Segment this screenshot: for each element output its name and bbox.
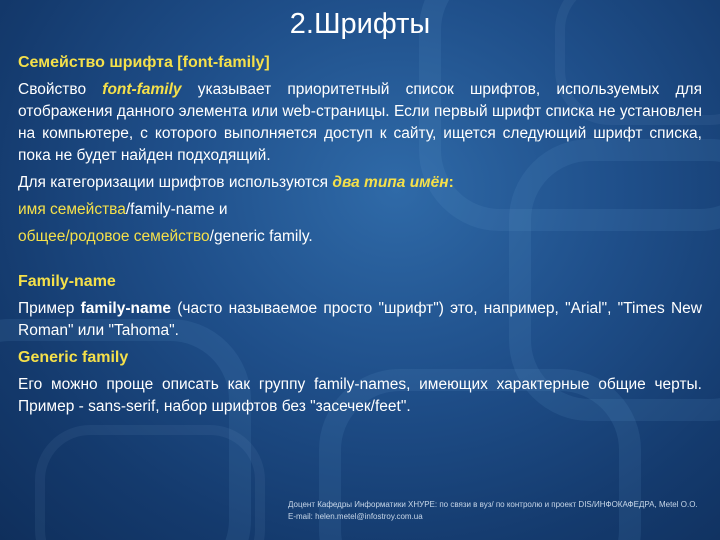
slide-footer [288, 499, 708, 523]
paragraph-generic-family-description: Его можно проще описать как группу family-names, имеющих характерные общие черты. Пример - sans-serif, набор шрифтов без "засечек/feet". [18, 376, 702, 415]
section-heading-family-name: Family-name [18, 273, 116, 290]
spacer [18, 253, 702, 271]
footer-author-line: Доцент Кафедры Информатики ХНУРЕ: по связи в вуз/ по контролю и проект DIS/ИНФОКАФЕДРА, Metel O.O. [288, 500, 698, 509]
name-type-family-name: имя семейства/family-name и [18, 201, 228, 218]
section-heading-font-family: Семейство шрифта [font-family] [18, 54, 270, 71]
keyword-font-family: font-family [102, 81, 182, 98]
highlight-two-types: два типа имён [332, 174, 449, 191]
section-heading-generic-family: Generic family [18, 349, 129, 366]
name-type-generic-family: общее/родовое семейство/generic family. [18, 228, 313, 245]
footer-email-line: E-mail: helen.metel@infostroy.com.ua [288, 512, 423, 521]
paragraph-family-name-example: Пример family-name (часто называемое просто "шрифт") это, например, "Arial", "Times New Roman" или "Tahoma". [18, 300, 703, 339]
paragraph-name-types: Для категоризации шрифтов используются два типа имён: [18, 174, 454, 191]
slide-title: 2.Шрифты [289, 8, 431, 40]
slide-content [18, 52, 702, 423]
paragraph-font-family-description: Свойство font-family указывает приоритетный список шрифтов, используемых для отображения данного элемента или web-страницы. Если первый шрифт списка не установлен на компьютере, с которого выполняется доступ к сайту, ищется следующий шрифт списка, пока не будет найден подходящий. [18, 81, 702, 164]
